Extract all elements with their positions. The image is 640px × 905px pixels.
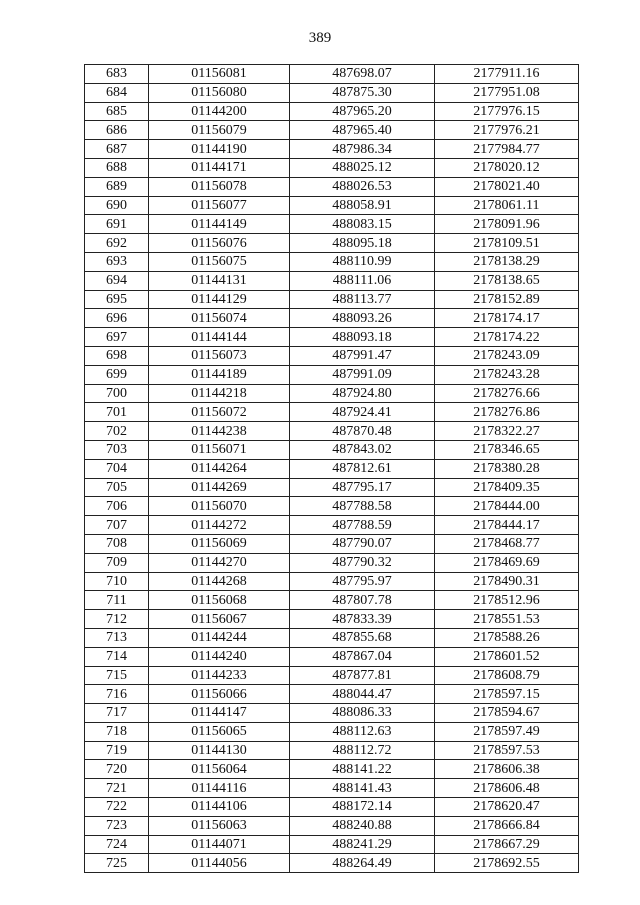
y-coordinate-cell: 2178138.65	[435, 271, 579, 290]
point-id-cell: 01144171	[149, 158, 290, 177]
row-index-cell: 723	[85, 816, 149, 835]
table-row	[85, 779, 579, 798]
point-id-cell: 01156079	[149, 121, 290, 140]
point-id-cell: 01144129	[149, 290, 290, 309]
x-coordinate-cell: 488141.22	[290, 760, 435, 779]
table-row	[85, 516, 579, 535]
x-coordinate-cell: 487870.48	[290, 422, 435, 441]
row-index-cell: 699	[85, 365, 149, 384]
y-coordinate-cell: 2177976.21	[435, 121, 579, 140]
point-id-cell: 01144269	[149, 478, 290, 497]
x-coordinate-cell: 488026.53	[290, 177, 435, 196]
row-index-cell: 698	[85, 346, 149, 365]
point-id-cell: 01156065	[149, 722, 290, 741]
x-coordinate-cell: 488044.47	[290, 685, 435, 704]
row-index-cell: 683	[85, 65, 149, 84]
table-row	[85, 328, 579, 347]
table-row	[85, 459, 579, 478]
point-id-cell: 01144071	[149, 835, 290, 854]
point-id-cell: 01156066	[149, 685, 290, 704]
x-coordinate-cell: 487698.07	[290, 65, 435, 84]
x-coordinate-cell: 488113.77	[290, 290, 435, 309]
x-coordinate-cell: 487991.09	[290, 365, 435, 384]
table-row	[85, 309, 579, 328]
row-index-cell: 712	[85, 610, 149, 629]
x-coordinate-cell: 487833.39	[290, 610, 435, 629]
row-index-cell: 709	[85, 553, 149, 572]
x-coordinate-cell: 487924.80	[290, 384, 435, 403]
table-row	[85, 346, 579, 365]
y-coordinate-cell: 2178174.17	[435, 309, 579, 328]
table-row	[85, 760, 579, 779]
y-coordinate-cell: 2178597.15	[435, 685, 579, 704]
row-index-cell: 714	[85, 647, 149, 666]
y-coordinate-cell: 2178468.77	[435, 534, 579, 553]
row-index-cell: 694	[85, 271, 149, 290]
table-row	[85, 647, 579, 666]
row-index-cell: 718	[85, 722, 149, 741]
point-id-cell: 01144106	[149, 798, 290, 817]
x-coordinate-cell: 488172.14	[290, 798, 435, 817]
page-number: 389	[308, 30, 332, 46]
y-coordinate-cell: 2178692.55	[435, 854, 579, 873]
x-coordinate-cell: 488025.12	[290, 158, 435, 177]
row-index-cell: 717	[85, 704, 149, 723]
point-id-cell: 01156063	[149, 816, 290, 835]
point-id-cell: 01156067	[149, 610, 290, 629]
row-index-cell: 696	[85, 309, 149, 328]
row-index-cell: 684	[85, 83, 149, 102]
x-coordinate-cell: 487965.20	[290, 102, 435, 121]
y-coordinate-cell: 2178380.28	[435, 459, 579, 478]
row-index-cell: 700	[85, 384, 149, 403]
y-coordinate-cell: 2178620.47	[435, 798, 579, 817]
row-index-cell: 689	[85, 177, 149, 196]
point-id-cell: 01144130	[149, 741, 290, 760]
y-coordinate-cell: 2178588.26	[435, 628, 579, 647]
table-row	[85, 741, 579, 760]
table-row	[85, 83, 579, 102]
x-coordinate-cell: 488241.29	[290, 835, 435, 854]
point-id-cell: 01156073	[149, 346, 290, 365]
row-index-cell: 719	[85, 741, 149, 760]
x-coordinate-cell: 487843.02	[290, 440, 435, 459]
y-coordinate-cell: 2177984.77	[435, 140, 579, 159]
table-row	[85, 215, 579, 234]
row-index-cell: 720	[85, 760, 149, 779]
row-index-cell: 716	[85, 685, 149, 704]
x-coordinate-cell: 487788.59	[290, 516, 435, 535]
y-coordinate-cell: 2178608.79	[435, 666, 579, 685]
row-index-cell: 725	[85, 854, 149, 873]
x-coordinate-cell: 487788.58	[290, 497, 435, 516]
point-id-cell: 01156074	[149, 309, 290, 328]
y-coordinate-cell: 2178346.65	[435, 440, 579, 459]
y-coordinate-cell: 2178490.31	[435, 572, 579, 591]
x-coordinate-cell: 488110.99	[290, 252, 435, 271]
table-row	[85, 685, 579, 704]
row-index-cell: 687	[85, 140, 149, 159]
row-index-cell: 706	[85, 497, 149, 516]
table-row	[85, 816, 579, 835]
x-coordinate-cell: 487790.32	[290, 553, 435, 572]
x-coordinate-cell: 487986.34	[290, 140, 435, 159]
row-index-cell: 715	[85, 666, 149, 685]
table-body	[85, 65, 579, 873]
table-row	[85, 798, 579, 817]
point-id-cell: 01144238	[149, 422, 290, 441]
table-row	[85, 422, 579, 441]
row-index-cell: 697	[85, 328, 149, 347]
x-coordinate-cell: 488112.63	[290, 722, 435, 741]
table-row	[85, 234, 579, 253]
table-row	[85, 591, 579, 610]
x-coordinate-cell: 488083.15	[290, 215, 435, 234]
x-coordinate-cell: 488086.33	[290, 704, 435, 723]
row-index-cell: 691	[85, 215, 149, 234]
x-coordinate-cell: 487965.40	[290, 121, 435, 140]
point-id-cell: 01144144	[149, 328, 290, 347]
point-id-cell: 01144056	[149, 854, 290, 873]
point-id-cell: 01144147	[149, 704, 290, 723]
x-coordinate-cell: 488112.72	[290, 741, 435, 760]
x-coordinate-cell: 487991.47	[290, 346, 435, 365]
y-coordinate-cell: 2177911.16	[435, 65, 579, 84]
y-coordinate-cell: 2178666.84	[435, 816, 579, 835]
y-coordinate-cell: 2178152.89	[435, 290, 579, 309]
x-coordinate-cell: 487867.04	[290, 647, 435, 666]
table-row	[85, 478, 579, 497]
point-id-cell: 01156072	[149, 403, 290, 422]
table-row	[85, 854, 579, 873]
y-coordinate-cell: 2178606.48	[435, 779, 579, 798]
point-id-cell: 01144244	[149, 628, 290, 647]
y-coordinate-cell: 2177976.15	[435, 102, 579, 121]
y-coordinate-cell: 2178061.11	[435, 196, 579, 215]
y-coordinate-cell: 2178138.29	[435, 252, 579, 271]
point-id-cell: 01156080	[149, 83, 290, 102]
y-coordinate-cell: 2178601.52	[435, 647, 579, 666]
y-coordinate-cell: 2177951.08	[435, 83, 579, 102]
point-id-cell: 01156081	[149, 65, 290, 84]
row-index-cell: 708	[85, 534, 149, 553]
table-row	[85, 252, 579, 271]
row-index-cell: 710	[85, 572, 149, 591]
table-row	[85, 704, 579, 723]
row-index-cell: 713	[85, 628, 149, 647]
table-row	[85, 196, 579, 215]
y-coordinate-cell: 2178469.69	[435, 553, 579, 572]
x-coordinate-cell: 487877.81	[290, 666, 435, 685]
table-row	[85, 722, 579, 741]
table-row	[85, 440, 579, 459]
x-coordinate-cell: 488240.88	[290, 816, 435, 835]
x-coordinate-cell: 488093.26	[290, 309, 435, 328]
y-coordinate-cell: 2178594.67	[435, 704, 579, 723]
y-coordinate-cell: 2178174.22	[435, 328, 579, 347]
x-coordinate-cell: 487795.97	[290, 572, 435, 591]
x-coordinate-cell: 487875.30	[290, 83, 435, 102]
point-id-cell: 01144264	[149, 459, 290, 478]
row-index-cell: 702	[85, 422, 149, 441]
y-coordinate-cell: 2178322.27	[435, 422, 579, 441]
coordinate-table	[84, 64, 579, 873]
point-id-cell: 01144233	[149, 666, 290, 685]
row-index-cell: 692	[85, 234, 149, 253]
point-id-cell: 01156068	[149, 591, 290, 610]
table-row	[85, 102, 579, 121]
y-coordinate-cell: 2178667.29	[435, 835, 579, 854]
table-row	[85, 271, 579, 290]
y-coordinate-cell: 2178444.17	[435, 516, 579, 535]
table-row	[85, 835, 579, 854]
table-row	[85, 290, 579, 309]
table-row	[85, 384, 579, 403]
point-id-cell: 01156075	[149, 252, 290, 271]
point-id-cell: 01156071	[149, 440, 290, 459]
y-coordinate-cell: 2178606.38	[435, 760, 579, 779]
table-row	[85, 403, 579, 422]
point-id-cell: 01156064	[149, 760, 290, 779]
point-id-cell: 01156070	[149, 497, 290, 516]
y-coordinate-cell: 2178551.53	[435, 610, 579, 629]
table-row	[85, 534, 579, 553]
y-coordinate-cell: 2178444.00	[435, 497, 579, 516]
row-index-cell: 724	[85, 835, 149, 854]
table-row	[85, 666, 579, 685]
y-coordinate-cell: 2178109.51	[435, 234, 579, 253]
point-id-cell: 01144218	[149, 384, 290, 403]
y-coordinate-cell: 2178597.53	[435, 741, 579, 760]
point-id-cell: 01156078	[149, 177, 290, 196]
table-row	[85, 365, 579, 384]
point-id-cell: 01156077	[149, 196, 290, 215]
y-coordinate-cell: 2178409.35	[435, 478, 579, 497]
point-id-cell: 01144116	[149, 779, 290, 798]
point-id-cell: 01144189	[149, 365, 290, 384]
point-id-cell: 01144272	[149, 516, 290, 535]
row-index-cell: 703	[85, 440, 149, 459]
y-coordinate-cell: 2178021.40	[435, 177, 579, 196]
point-id-cell: 01156069	[149, 534, 290, 553]
x-coordinate-cell: 488093.18	[290, 328, 435, 347]
table-row	[85, 177, 579, 196]
table-row	[85, 572, 579, 591]
y-coordinate-cell: 2178276.66	[435, 384, 579, 403]
row-index-cell: 688	[85, 158, 149, 177]
table-row	[85, 610, 579, 629]
table-row	[85, 158, 579, 177]
row-index-cell: 721	[85, 779, 149, 798]
x-coordinate-cell: 488111.06	[290, 271, 435, 290]
point-id-cell: 01144190	[149, 140, 290, 159]
x-coordinate-cell: 487855.68	[290, 628, 435, 647]
y-coordinate-cell: 2178276.86	[435, 403, 579, 422]
point-id-cell: 01144268	[149, 572, 290, 591]
x-coordinate-cell: 487790.07	[290, 534, 435, 553]
table-row	[85, 628, 579, 647]
point-id-cell: 01144131	[149, 271, 290, 290]
y-coordinate-cell: 2178243.09	[435, 346, 579, 365]
y-coordinate-cell: 2178597.49	[435, 722, 579, 741]
y-coordinate-cell: 2178091.96	[435, 215, 579, 234]
x-coordinate-cell: 488264.49	[290, 854, 435, 873]
row-index-cell: 686	[85, 121, 149, 140]
row-index-cell: 690	[85, 196, 149, 215]
row-index-cell: 704	[85, 459, 149, 478]
table-row	[85, 65, 579, 84]
row-index-cell: 707	[85, 516, 149, 535]
x-coordinate-cell: 488058.91	[290, 196, 435, 215]
y-coordinate-cell: 2178020.12	[435, 158, 579, 177]
y-coordinate-cell: 2178243.28	[435, 365, 579, 384]
row-index-cell: 722	[85, 798, 149, 817]
row-index-cell: 711	[85, 591, 149, 610]
point-id-cell: 01144200	[149, 102, 290, 121]
x-coordinate-cell: 487795.17	[290, 478, 435, 497]
row-index-cell: 705	[85, 478, 149, 497]
row-index-cell: 693	[85, 252, 149, 271]
table-row	[85, 121, 579, 140]
table-row	[85, 140, 579, 159]
x-coordinate-cell: 487807.78	[290, 591, 435, 610]
point-id-cell: 01144149	[149, 215, 290, 234]
row-index-cell: 701	[85, 403, 149, 422]
x-coordinate-cell: 487924.41	[290, 403, 435, 422]
x-coordinate-cell: 488095.18	[290, 234, 435, 253]
x-coordinate-cell: 487812.61	[290, 459, 435, 478]
point-id-cell: 01156076	[149, 234, 290, 253]
x-coordinate-cell: 488141.43	[290, 779, 435, 798]
row-index-cell: 685	[85, 102, 149, 121]
point-id-cell: 01144240	[149, 647, 290, 666]
point-id-cell: 01144270	[149, 553, 290, 572]
table-row	[85, 553, 579, 572]
row-index-cell: 695	[85, 290, 149, 309]
table-row	[85, 497, 579, 516]
y-coordinate-cell: 2178512.96	[435, 591, 579, 610]
